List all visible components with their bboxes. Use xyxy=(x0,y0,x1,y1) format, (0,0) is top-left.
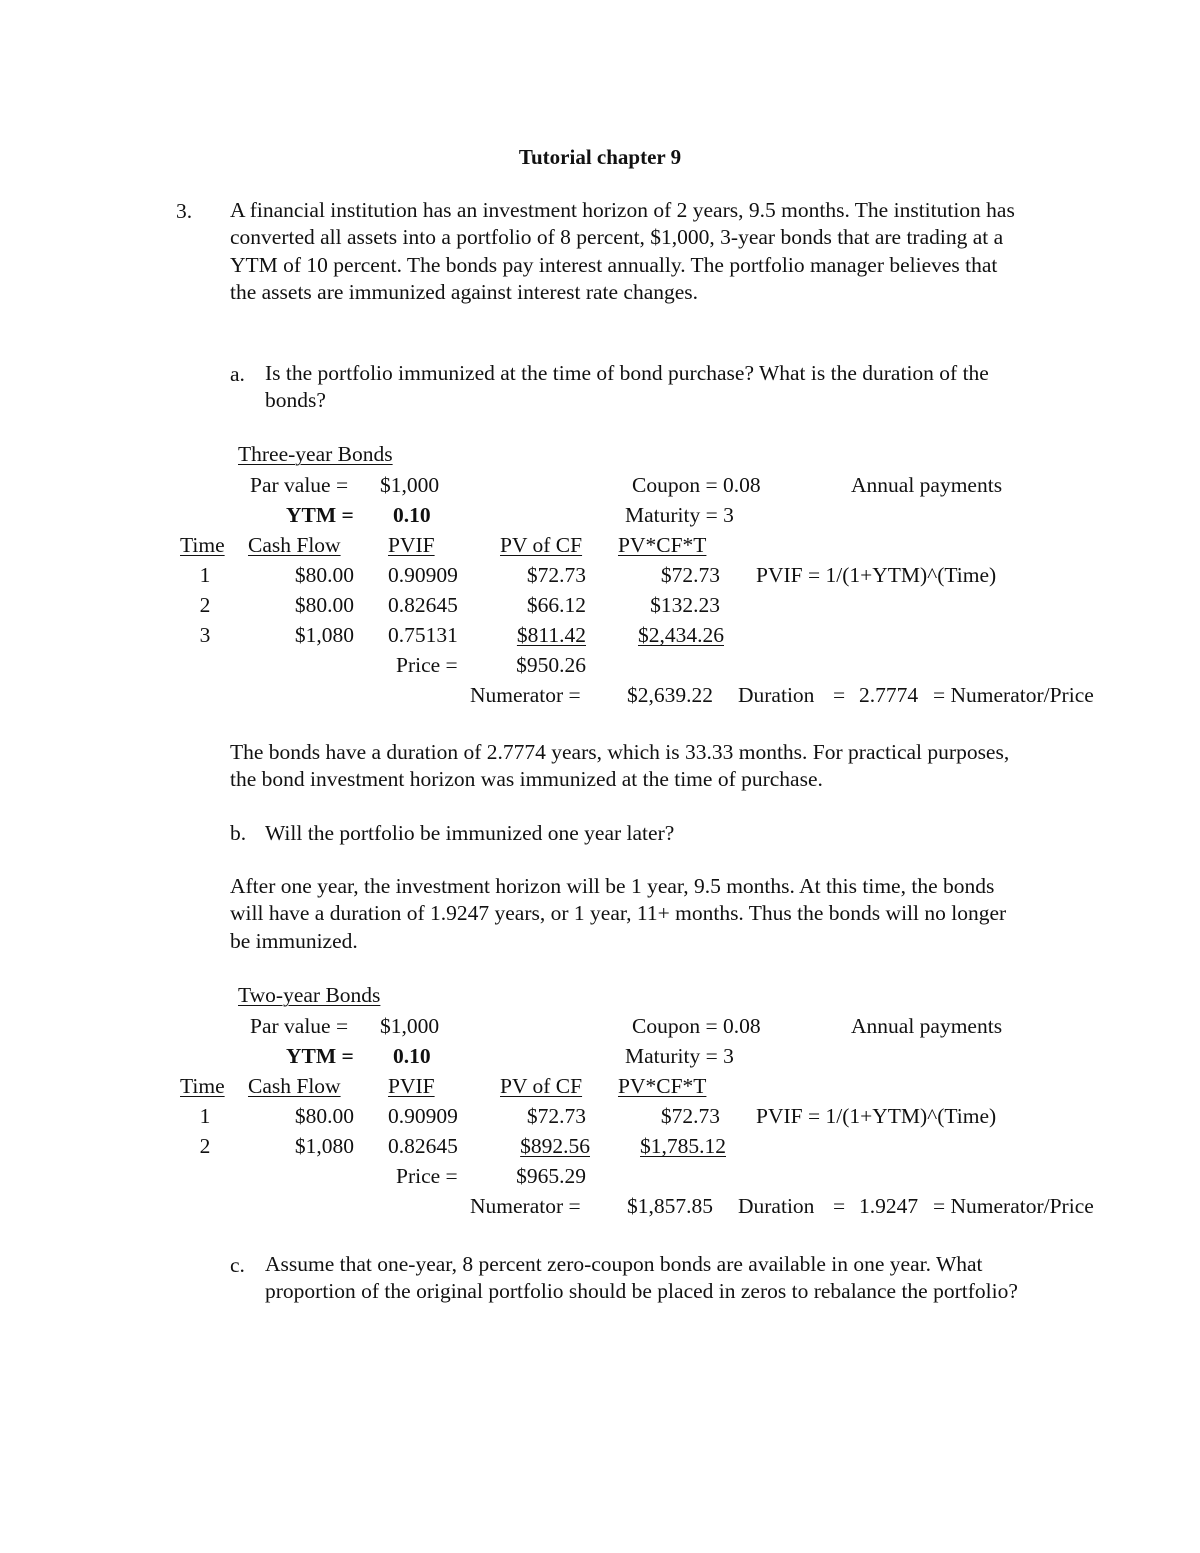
table2-pvif-formula: PVIF = 1/(1+YTM)^(Time) xyxy=(756,1104,997,1128)
part-c-question: Assume that one-year, 8 percent zero-coupon bonds are available in one year. What proportion of the original portfolio should be placed in zeros to rebalance the portfolio? xyxy=(265,1252,1018,1304)
table-cell: 0.82645 xyxy=(388,1134,458,1158)
table1-price-value: $950.26 xyxy=(516,653,586,677)
table-cell: 0.90909 xyxy=(388,1104,458,1128)
table-cell: $72.73 xyxy=(526,1104,586,1128)
table1-header-pvif: PVIF xyxy=(388,533,435,557)
table1-coupon: Coupon = 0.08 xyxy=(632,473,761,497)
table2-header-time: Time xyxy=(180,1074,225,1098)
table2-maturity: Maturity = 3 xyxy=(625,1044,734,1068)
table1-pvif-formula: PVIF = 1/(1+YTM)^(Time) xyxy=(756,563,997,587)
table2-ytm-label: YTM = xyxy=(286,1044,354,1068)
table-cell: $66.12 xyxy=(526,593,586,617)
table1-header-cash-flow: Cash Flow xyxy=(248,533,341,557)
table-cell: 1 xyxy=(199,1104,211,1128)
part-c-letter: c. xyxy=(230,1253,245,1277)
table-cell: 2 xyxy=(199,593,211,617)
table-cell: $1,785.12 xyxy=(640,1134,726,1158)
part-a-letter: a. xyxy=(230,362,245,386)
part-b-question: Will the portfolio be immunized one year later? xyxy=(265,821,675,845)
table2-par-value: $1,000 xyxy=(380,1014,440,1038)
table1-par-value: $1,000 xyxy=(380,473,440,497)
table1-maturity: Maturity = 3 xyxy=(625,503,734,527)
table1-duration-formula: = Numerator/Price xyxy=(933,683,1094,707)
table2-duration-eq: = xyxy=(833,1194,846,1218)
table1-par-label: Par value = xyxy=(250,473,349,497)
table1-ytm-label: YTM = xyxy=(286,503,354,527)
table2-duration-value: 1.9247 xyxy=(859,1194,919,1218)
table2-heading: Two-year Bonds xyxy=(238,983,381,1007)
table2-header-pv-cf-t: PV*CF*T xyxy=(618,1074,707,1098)
table-cell: $80.00 xyxy=(294,593,354,617)
table1-header-pv-of-cf: PV of CF xyxy=(500,533,583,557)
table2-price-value: $965.29 xyxy=(516,1164,586,1188)
table-cell: $72.73 xyxy=(526,563,586,587)
table2-header-pvif: PVIF xyxy=(388,1074,435,1098)
table1-header-pv-cf-t: PV*CF*T xyxy=(618,533,707,557)
part-a-question: Is the portfolio immunized at the time of bond purchase? What is the duration of the bonds? xyxy=(265,361,989,413)
problem-number: 3. xyxy=(176,199,193,223)
table2-numerator-value: $1,857.85 xyxy=(627,1194,713,1218)
table-cell: 0.90909 xyxy=(388,563,458,587)
table-cell: 0.75131 xyxy=(388,623,458,647)
table2-ytm-value: 0.10 xyxy=(393,1044,431,1068)
table1-ytm-value: 0.10 xyxy=(393,503,431,527)
table-cell: $80.00 xyxy=(294,563,354,587)
page-title: Tutorial chapter 9 xyxy=(518,145,682,169)
table1-numerator-value: $2,639.22 xyxy=(627,683,713,707)
table-cell: $132.23 xyxy=(650,593,720,617)
table-cell: $72.73 xyxy=(660,1104,720,1128)
table1-payments: Annual payments xyxy=(851,473,1003,497)
part-b-answer: After one year, the investment horizon will be 1 year, 9.5 months. At this time, the bonds will have a duration of 1.9247 years, or 1 year, 11+ months. Thus the bonds will no longer be immunized. xyxy=(230,874,1007,953)
table2-duration-label: Duration xyxy=(738,1194,815,1218)
table1-header-time: Time xyxy=(180,533,225,557)
problem-text: A financial institution has an investment horizon of 2 years, 9.5 months. The institution has converted all assets into a portfolio of 8 percent, $1,000, 3-year bonds that are trading at a YTM of 10 percent. The bonds pay interest annually. The portfolio manager believes that the assets are immunized against interest rate changes. xyxy=(230,198,1015,304)
table1-duration-value: 2.7774 xyxy=(859,683,919,707)
table2-coupon: Coupon = 0.08 xyxy=(632,1014,761,1038)
table-cell: $1,080 xyxy=(294,623,354,647)
table2-duration-formula: = Numerator/Price xyxy=(933,1194,1094,1218)
table-cell: $1,080 xyxy=(294,1134,354,1158)
table2-header-cash-flow: Cash Flow xyxy=(248,1074,341,1098)
table1-heading: Three-year Bonds xyxy=(238,442,393,466)
table-cell: 0.82645 xyxy=(388,593,458,617)
part-b-letter: b. xyxy=(230,821,247,845)
table2-price-label: Price = xyxy=(396,1164,458,1188)
table2-payments: Annual payments xyxy=(851,1014,1003,1038)
table1-duration-eq: = xyxy=(833,683,846,707)
table-cell: $2,434.26 xyxy=(638,623,724,647)
table-cell: $80.00 xyxy=(294,1104,354,1128)
table2-par-label: Par value = xyxy=(250,1014,349,1038)
table-cell: 2 xyxy=(199,1134,211,1158)
table-cell: 3 xyxy=(199,623,211,647)
table2-numerator-label: Numerator = xyxy=(470,1194,581,1218)
part-a-answer: The bonds have a duration of 2.7774 years, which is 33.33 months. For practical purposes, the bond investment horizon was immunized at the time of purchase. xyxy=(230,740,1010,792)
table-cell: 1 xyxy=(199,563,211,587)
table-cell: $892.56 xyxy=(520,1134,590,1158)
table1-numerator-label: Numerator = xyxy=(470,683,581,707)
table-cell: $72.73 xyxy=(660,563,720,587)
table2-header-pv-of-cf: PV of CF xyxy=(500,1074,583,1098)
table1-duration-label: Duration xyxy=(738,683,815,707)
table1-price-label: Price = xyxy=(396,653,458,677)
table-cell: $811.42 xyxy=(516,623,586,647)
